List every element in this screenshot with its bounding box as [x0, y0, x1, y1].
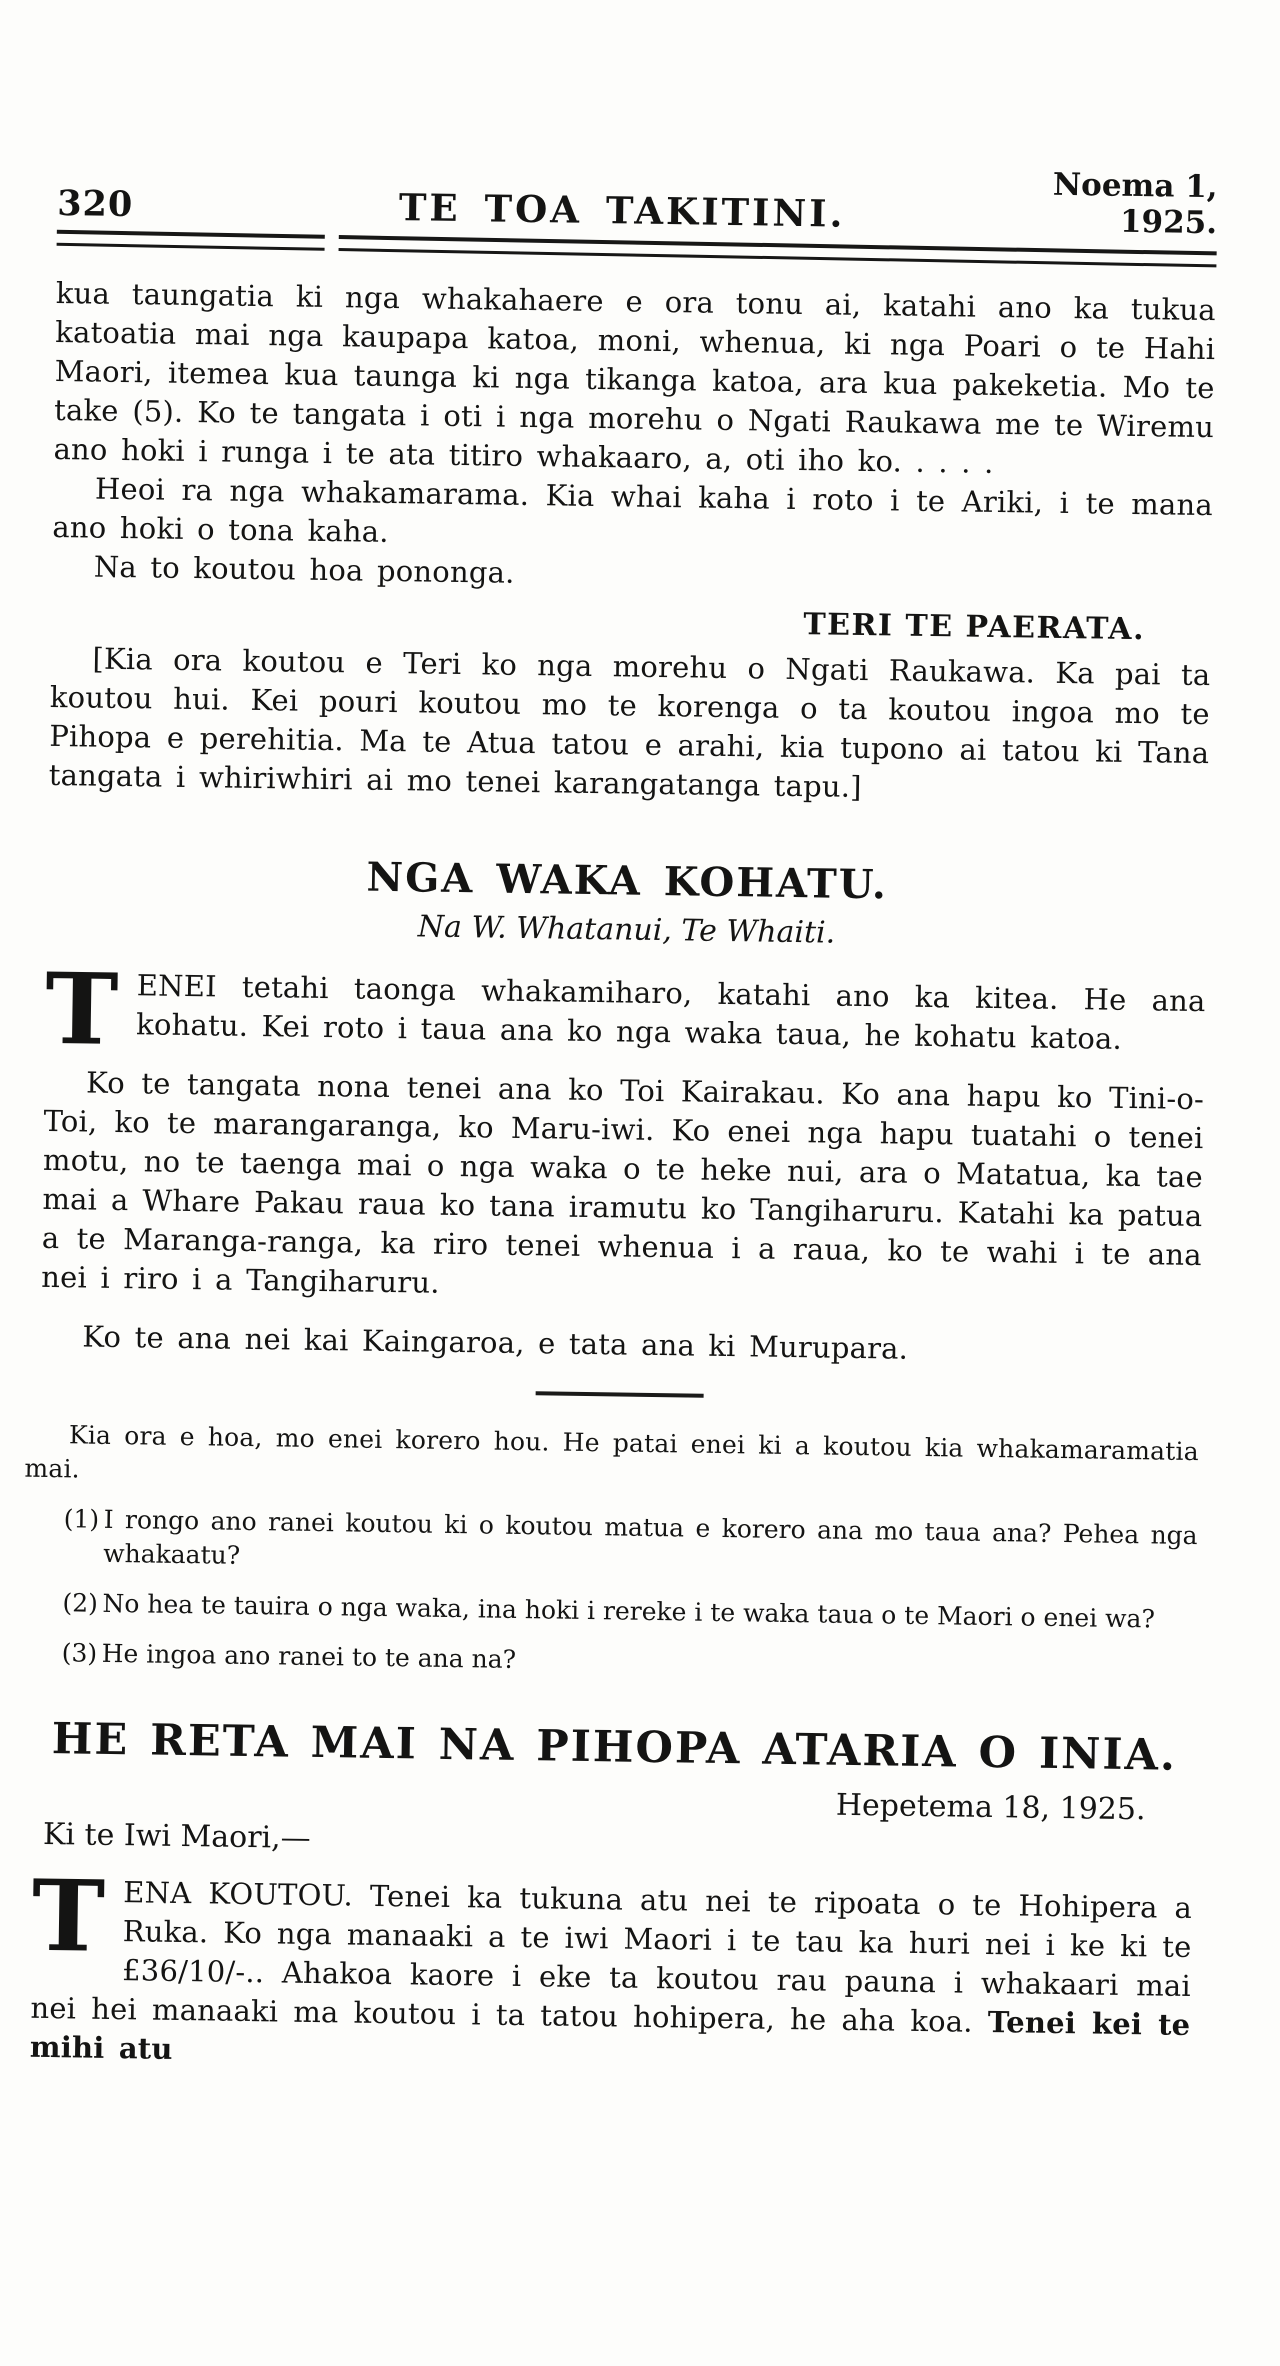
- letter-salutation: Ki te Iwi Maori,—: [42, 1816, 311, 1856]
- article-opening-text: ENEI tetahi taonga whakamiharo, katahi ano ka kitea. He ana kohatu. Kei roto i taua ana ko nga waka taua, he kohatu katoa.: [135, 968, 1206, 1056]
- publication-title: TE TOA TAKITINI.: [398, 185, 846, 236]
- question-item: [36, 1586, 1196, 1637]
- letter-continuation-paragraph: kua taungatia ki nga whakahaere e ora tonu ai, katahi ano ka tukua katoatia mai nga kaupapa katoa, moni, whenua, ki nga Poari o te Hahi Maori, itemea kua taunga ki nga tikanga katoa, ara kua pakeketia. Mo te take (5). Ko te tangata i oti i nga morehu o Ngati Raukawa me te Wiremu ano hoki i runga i te ata titiro whakaaro, a, oti iho ko. . . . .: [53, 275, 1217, 480]
- question-text: I rongo ano ranei koutou ki o koutou matua e korero ana mo taua ana? Pehea nga whakaatu?: [103, 1504, 1198, 1570]
- drop-cap-t: T: [44, 951, 120, 1068]
- article-paragraph: Ko te ana nei kai Kaingaroa, e tata ana ki Murupara.: [82, 1319, 909, 1366]
- section-divider-rule: [536, 1391, 704, 1397]
- letter-valediction: Na to koutou hoa pononga.: [93, 549, 515, 590]
- letter-date: Hepetema 18, 1925.: [835, 1787, 1146, 1828]
- question-item: [37, 1502, 1198, 1587]
- question-number: (3): [61, 1638, 98, 1668]
- questions-intro: Kia ora e hoa, mo enei korero hou. He patai enei ki a koutou kia whakamaramatia mai.: [24, 1420, 1200, 1484]
- article-title-nga-waka-kohatu: NGA WAKA KOHATU.: [366, 853, 889, 909]
- rule-segment-right: [339, 235, 1217, 267]
- page-number: 320: [56, 182, 134, 226]
- drop-cap-t: T: [30, 1858, 106, 1975]
- article-paragraph: Ko te tangata nona tenei ana ko Toi Kairakau. Ko ana hapu ko Tini-o-Toi, ko te marangaranga, ko Maru-iwi. Ko enei nga hapu tuatahi o tenei motu, no te taenga mai o nga waka o te heke nui, ara o Matatua, ka tae mai a Whare Pakau raua ko tana iramutu ko Tangiharuru. Katahi ka patua a te Maranga-ranga, ka riro tenei whenua i a raua, ko te wahi i te ana nei i riro i a Tangiharuru.: [41, 1065, 1205, 1300]
- letter-closing-paragraph: Heoi ra nga whakamarama. Kia whai kaha i roto i te Ariki, i te mana ano hoki o tona kaha.: [52, 471, 1214, 549]
- letter-bold-ending: Tenei kei te mihi atu: [29, 2005, 1191, 2066]
- letter-opening-text: ENA KOUTOU. Tenei ka tukuna atu nei te ripoata o te Hohipera a Ruka. Ko nga manaaki a te iwi Maori i te tau ka huri nei i ke ki te £36/10/-.. Ahakoa kaore i eke ta koutou rau pauna i whakaari mai nei hei manaaki ma koutou i ta tatou hohipera, he aha koa.: [30, 1875, 1193, 2039]
- letter-signature: TERI TE PAERATA.: [803, 607, 1146, 648]
- editor-note: [Kia ora koutou e Teri ko nga morehu o Ngati Raukawa. Ka pai ta koutou hui. Kei pouri koutou mo te korenga o ta koutou ingoa mo te Pihopa e perehitia. Ma te Atua tatou e arahi, kia tupono ai tatou ki Tana tangata i whiriwhiri ai mo tenei karangatanga tapu.]: [48, 641, 1211, 804]
- article-byline: Na W. Whatanui, Te Whaiti.: [417, 909, 836, 951]
- page-body: [24, 274, 1217, 2084]
- question-text: No hea te tauira o nga waka, ina hoki i rereke i te waka taua o te Maori o enei wa?: [102, 1588, 1156, 1634]
- article-opening-paragraph: [44, 951, 1206, 1068]
- letter-opening-paragraph: [29, 1858, 1193, 2084]
- masthead: [57, 152, 1218, 241]
- question-number: (2): [62, 1588, 99, 1618]
- rule-segment-left: [57, 230, 325, 251]
- question-text: He ingoa ano ranei to te ana na?: [101, 1638, 517, 1674]
- issue-date: Noema 1, 1925.: [1052, 166, 1218, 242]
- question-number: (1): [63, 1504, 100, 1534]
- question-item: [35, 1636, 1195, 1687]
- article-title-he-reta-mai: HE RETA MAI NA PIHOPA ATARIA O INIA.: [51, 1714, 1178, 1781]
- scanned-content: [24, 152, 1218, 2084]
